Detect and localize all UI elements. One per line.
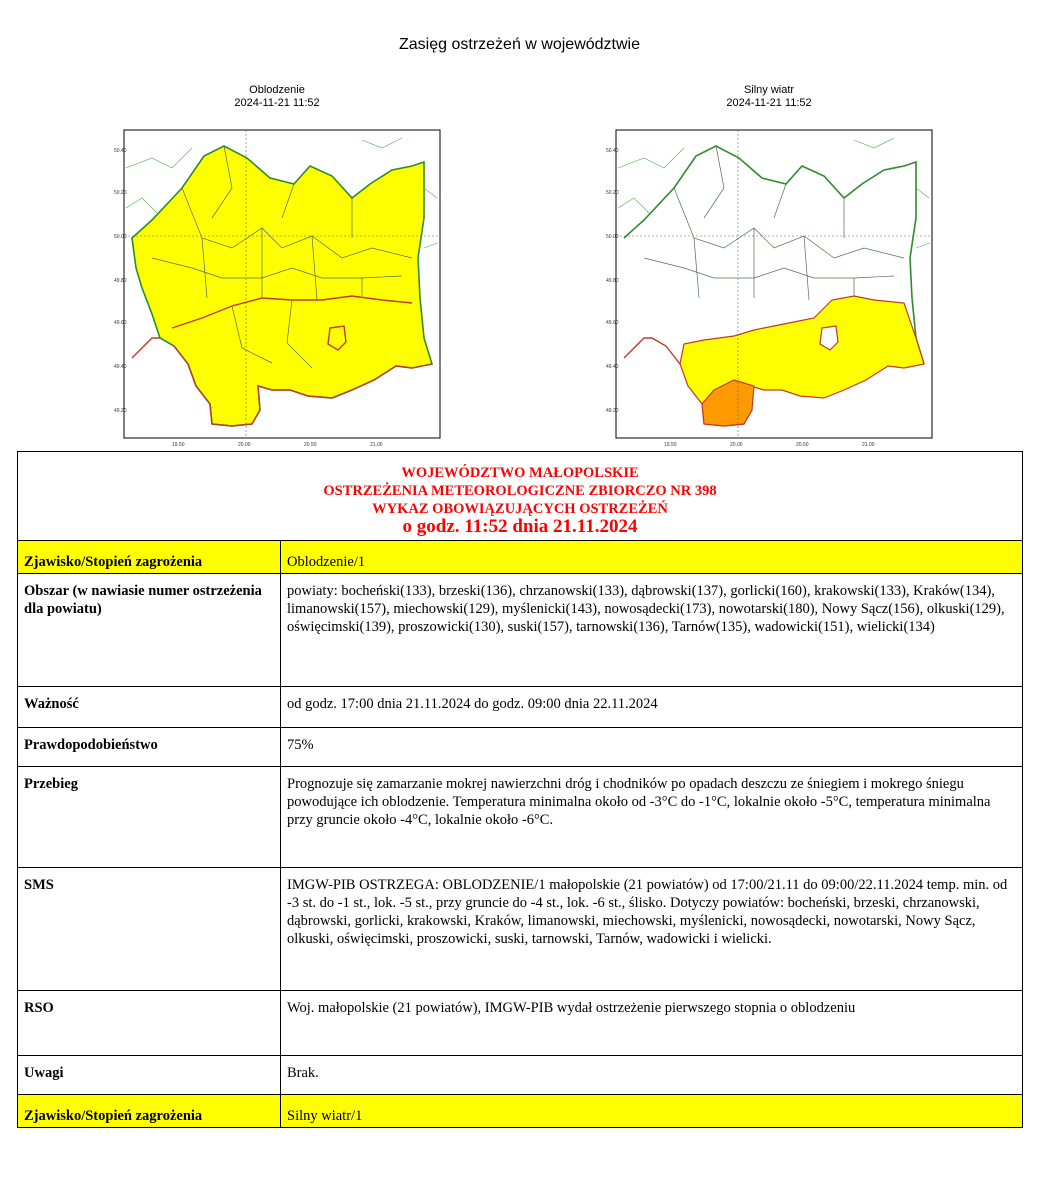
map-caption: [112, 84, 442, 110]
y-tick: 50.00: [606, 234, 619, 240]
map-datetime: 2024-11-21 11:52: [726, 97, 812, 109]
row-value: Oblodzenie/1: [281, 541, 1023, 574]
x-tick: 20.00: [238, 442, 251, 448]
row-label: Zjawisko/Stopień zagrożenia: [18, 1095, 281, 1128]
warning-map: [604, 128, 934, 454]
map-datetime: 2024-11-21 11:52: [234, 97, 320, 109]
row-label: Prawdopodobieństwo: [18, 728, 281, 767]
row-value: Prognozuje się zamarzanie mokrej nawierzchni dróg i chodników po opadach deszczu ze śniegiem i mokrego śniegu powodujące ich oblodzenie. Temperatura minimalna około od -3°C do -1°C, lokalnie około -5°C, temperatura minimalna przy gruncie około -4°C, lokalnie około -6°C.: [281, 767, 1023, 868]
table-row: [18, 1095, 1023, 1128]
y-tick: 49.40: [606, 364, 619, 370]
x-tick: 19.50: [664, 442, 677, 448]
y-tick: 50.20: [606, 190, 619, 196]
table-header-row: [18, 452, 1023, 541]
table-row: [18, 541, 1023, 574]
y-tick: 49.20: [114, 408, 127, 414]
x-tick: 21.00: [370, 442, 383, 448]
y-tick: 50.40: [114, 148, 127, 154]
table-row: [18, 728, 1023, 767]
row-label: Uwagi: [18, 1056, 281, 1095]
x-tick: 21.00: [862, 442, 875, 448]
table-row: [18, 1056, 1023, 1095]
header-issue-time: o godz. 11:52 dnia 21.11.2024: [402, 516, 638, 537]
row-value: powiaty: bocheński(133), brzeski(136), chrzanowski(133), dąbrowski(137), gorlicki(160), krakowski(133), Kraków(134), limanowski(157), miechowski(129), myślenicki(143), nowosądecki(173), nowotarski(180), Nowy Sącz(156), olkuski(129), oświęcimski(139), proszowicki(130), suski(157), tarnowski(136), Tarnów(135), wadowicki(151), wielicki(134): [281, 574, 1023, 687]
row-label: Zjawisko/Stopień zagrożenia: [18, 541, 281, 574]
map-title: Oblodzenie: [249, 84, 305, 96]
table-header: [18, 452, 1023, 541]
row-value: od godz. 17:00 dnia 21.11.2024 do godz. 09:00 dnia 22.11.2024: [281, 687, 1023, 728]
row-value: Silny wiatr/1: [281, 1095, 1023, 1128]
row-label: RSO: [18, 991, 281, 1056]
y-tick: 50.20: [114, 190, 127, 196]
y-tick: 49.40: [114, 364, 127, 370]
y-tick: 49.80: [606, 278, 619, 284]
map-panel-oblodzenie: [112, 84, 442, 454]
header-list-title: WYKAZ OBOWIĄZUJĄCYCH OSTRZEŻEŃ: [372, 501, 668, 517]
row-value: Brak.: [281, 1056, 1023, 1095]
x-tick: 20.00: [730, 442, 743, 448]
y-tick: 50.00: [114, 234, 127, 240]
row-label: Ważność: [18, 687, 281, 728]
y-tick: 50.40: [606, 148, 619, 154]
table-row: [18, 574, 1023, 687]
row-label: Przebieg: [18, 767, 281, 868]
map-caption: [604, 84, 934, 110]
row-label: SMS: [18, 868, 281, 991]
row-value: 75%: [281, 728, 1023, 767]
y-tick: 49.60: [606, 320, 619, 326]
x-tick: 20.50: [796, 442, 809, 448]
map-panel-silny-wiatr: [604, 84, 934, 454]
y-tick: 49.80: [114, 278, 127, 284]
warning-map: [112, 128, 442, 454]
header-bulletin-number: OSTRZEŻENIA METEOROLOGICZNE ZBIORCZO NR 398: [323, 483, 717, 499]
x-tick: 20.50: [304, 442, 317, 448]
table-row: [18, 991, 1023, 1056]
map-title: Silny wiatr: [743, 84, 795, 96]
x-tick: 19.50: [172, 442, 185, 448]
row-label: Obszar (w nawiasie numer ostrzeżenia dla powiatu): [18, 574, 281, 687]
row-value: IMGW-PIB OSTRZEGA: OBLODZENIE/1 małopolskie (21 powiatów) od 17:00/21.11 do 09:00/22.11.2024 temp. min. od -3 st. do -1 st., lok. -5 st., przy gruncie do -4 st., lok. -6 st., ślisko. Dotyczy powiatów: bocheński, brzeski, chrzanowski, dąbrowski, gorlicki, krakowski, Kraków, limanowski, miechowski, myślenicki, nowosądecki, nowotarski, Nowy Sącz, olkuski, oświęcimski, proszowicki, suski, tarnowski, Tarnów, wadowicki i wielicki.: [281, 868, 1023, 991]
table-row: [18, 767, 1023, 868]
row-value: Woj. małopolskie (21 powiatów), IMGW-PIB wydał ostrzeżenie pierwszego stopnia o oblodzeniu: [281, 991, 1023, 1056]
table-row: [18, 868, 1023, 991]
page-title: Zasięg ostrzeżeń w województwie: [399, 36, 640, 53]
y-tick: 49.20: [606, 408, 619, 414]
header-voivodeship: WOJEWÓDZTWO MAŁOPOLSKIE: [401, 465, 639, 481]
y-tick: 49.60: [114, 320, 127, 326]
table-row: [18, 687, 1023, 728]
warnings-table: [17, 451, 1023, 1128]
